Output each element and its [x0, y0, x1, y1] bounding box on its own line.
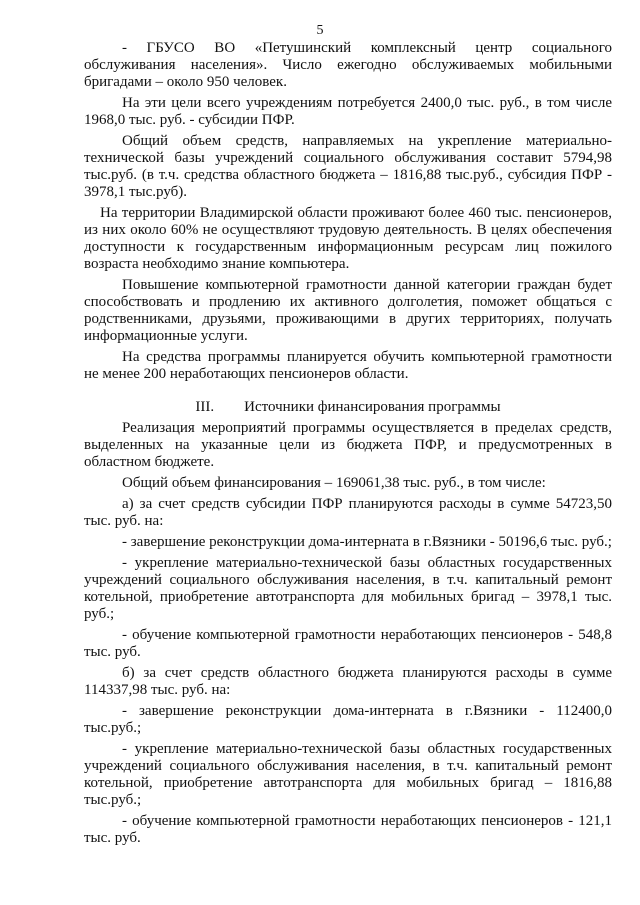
list-item-pfr-material-base: - укрепление материально-технической базы областных государственных учреждений социального обслуживания населения, в т.ч. капитальный ремонт котельной, приобретение автотранспорта для мобильных бригад – 3978,1 тыс. руб.; [84, 555, 612, 622]
paragraph-pensioners: На территории Владимирской области проживают более 460 тыс. пенсионеров, из них около 60% не осуществляют трудовую деятельность. В целях обеспечения доступности к государственным информационным ресурсам лиц пожилого возраста необходимо знание компьютера. [84, 205, 612, 272]
section-heading [84, 399, 612, 416]
section-number: III. [195, 399, 215, 415]
document-body [84, 40, 612, 851]
paragraph-material-base: Общий объем средств, направляемых на укрепление материально-технической базы учреждений социального обслуживания составит 5794,98 тыс.руб. (в т.ч. средства областного бюджета – 1816,88 тыс.руб., субсидия ПФР - 3978,1 тыс.руб). [84, 133, 612, 200]
section-title: Источники финансирования программы [244, 399, 501, 415]
paragraph-petushki-center: - ГБУСО ВО «Петушинский комплексный центр социального обслуживания населения». Число ежегодно обслуживаемых мобильными бригадами – около 950 человек. [84, 40, 612, 90]
paragraph-implementation: Реализация мероприятий программы осуществляется в пределах средств, выделенных на указанные цели из бюджета ПФР, и предусмотренных в областном бюджете. [84, 420, 612, 470]
paragraph-training-plan: На средства программы планируется обучить компьютерной грамотности не менее 200 неработающих пенсионеров области. [84, 349, 612, 382]
paragraph-total-costs: На эти цели всего учреждениям потребуется 2400,0 тыс. руб., в том числе 1968,0 тыс. руб. - субсидии ПФР. [84, 95, 612, 128]
paragraph-computer-literacy: Повышение компьютерной грамотности данной категории граждан будет способствовать и продлению их активного долголетия, поможет общаться с родственниками, друзьями, проживающими в других территориях, получать информационные услуги. [84, 277, 612, 344]
paragraph-regional-budget: б) за счет средств областного бюджета планируются расходы в сумме 114337,98 тыс. руб. на: [84, 665, 612, 698]
list-item-budget-reconstruction: - завершение реконструкции дома-интерната в г.Вязники - 112400,0 тыс.руб.; [84, 703, 612, 736]
paragraph-total-financing: Общий объем финансирования – 169061,38 тыс. руб., в том числе: [122, 475, 546, 491]
list-item-budget-material-base: - укрепление материально-технической базы областных государственных учреждений социального обслуживания населения, в т.ч. капитальный ремонт котельной, приобретение автотранспорта для мобильных бригад – 1816,88 тыс.руб.; [84, 741, 612, 808]
list-item-pfr-reconstruction: - завершение реконструкции дома-интерната в г.Вязники - 50196,6 тыс. руб.; [122, 534, 612, 550]
list-item-pfr-training: - обучение компьютерной грамотности неработающих пенсионеров - 548,8 тыс. руб. [84, 627, 612, 660]
page-number: 5 [316, 23, 324, 38]
list-item-budget-training: - обучение компьютерной грамотности неработающих пенсионеров - 121,1 тыс. руб. [84, 813, 612, 846]
paragraph-pfr-subsidy: а) за счет средств субсидии ПФР планируются расходы в сумме 54723,50 тыс. руб. на: [84, 496, 612, 529]
